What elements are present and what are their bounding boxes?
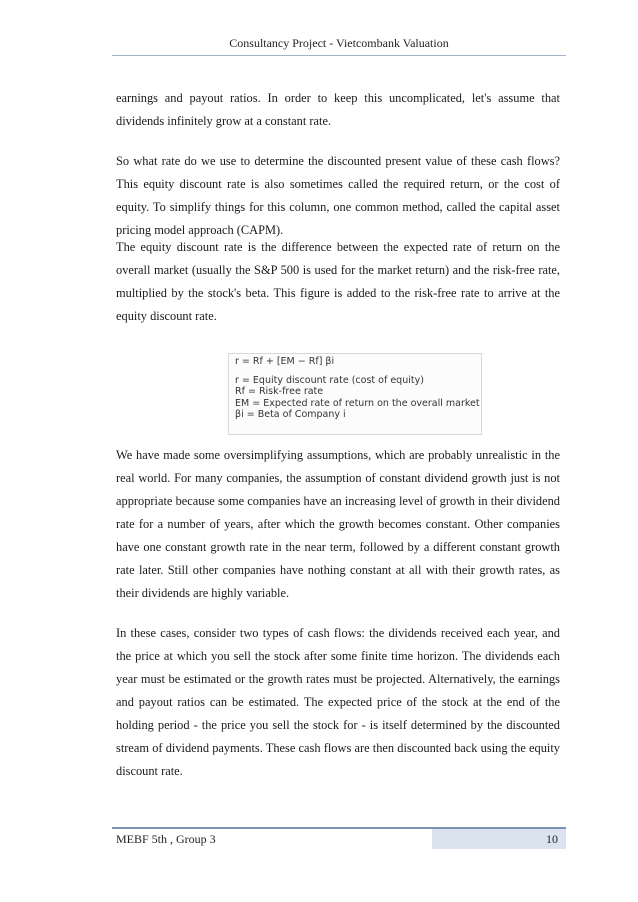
page-number: 10 [432, 829, 566, 849]
formula-legend-r: r = Equity discount rate (cost of equity) [235, 374, 424, 386]
header-divider [112, 55, 566, 56]
footer-group-label: MEBF 5th , Group 3 [116, 832, 216, 846]
formula-legend-rf: Rf = Risk-free rate [235, 386, 324, 398]
paragraph-2: So what rate do we use to determine the discounted present value of these cash flows? This equity discount rate is also sometimes called the required return, or the cost of equity. To simplify things for this column, one common method, called the capital asset pricing model approach (CAPM). [116, 154, 560, 237]
formula-legend-em: EM = Expected rate of return on the overall market [235, 397, 480, 409]
paragraph-5: In these cases, consider two types of cash flows: the dividends received each year, and the price at which you sell the stock after some finite time horizon. The dividends each year must be estimated or the growth rates must be projected. Alternatively, the earnings and payout ratios can be estimated. The expected price of the stock at the end of the holding period - the price you sell the stock for - is itself determined by the discounted stream of dividend payments. These cash flows are then discounted back using the equity discount rate. [116, 626, 560, 778]
paragraph-3: The equity discount rate is the difference between the expected rate of return on the overall market (usually the S&P 500 is used for the market return) and the risk-free rate, multiplied by the stock's beta. This figure is added to the risk-free rate to arrive at the equity discount rate. [116, 240, 560, 323]
paragraph-1: earnings and payout ratios. In order to keep this uncomplicated, let's assume that dividends infinitely grow at a constant rate. [116, 91, 560, 128]
formula-equation: r = Rf + [EM − Rf] βi [235, 356, 335, 367]
paragraph-4: We have made some oversimplifying assumptions, which are probably unrealistic in the real world. For many companies, the assumption of constant dividend growth just is not appropriate because some companies have an increasing level of growth in their dividend rate for a number of years, after which the growth becomes constant. Other companies have one constant growth rate in the near term, followed by a different constant growth rate later. Still other companies have nothing constant at all with their growth rates, as their dividends are highly variable. [116, 448, 560, 600]
formula-legend-beta: βi = Beta of Company i [235, 409, 346, 421]
page-header: Consultancy Project - Vietcombank Valuation [229, 36, 449, 50]
capm-formula-image [228, 353, 482, 435]
